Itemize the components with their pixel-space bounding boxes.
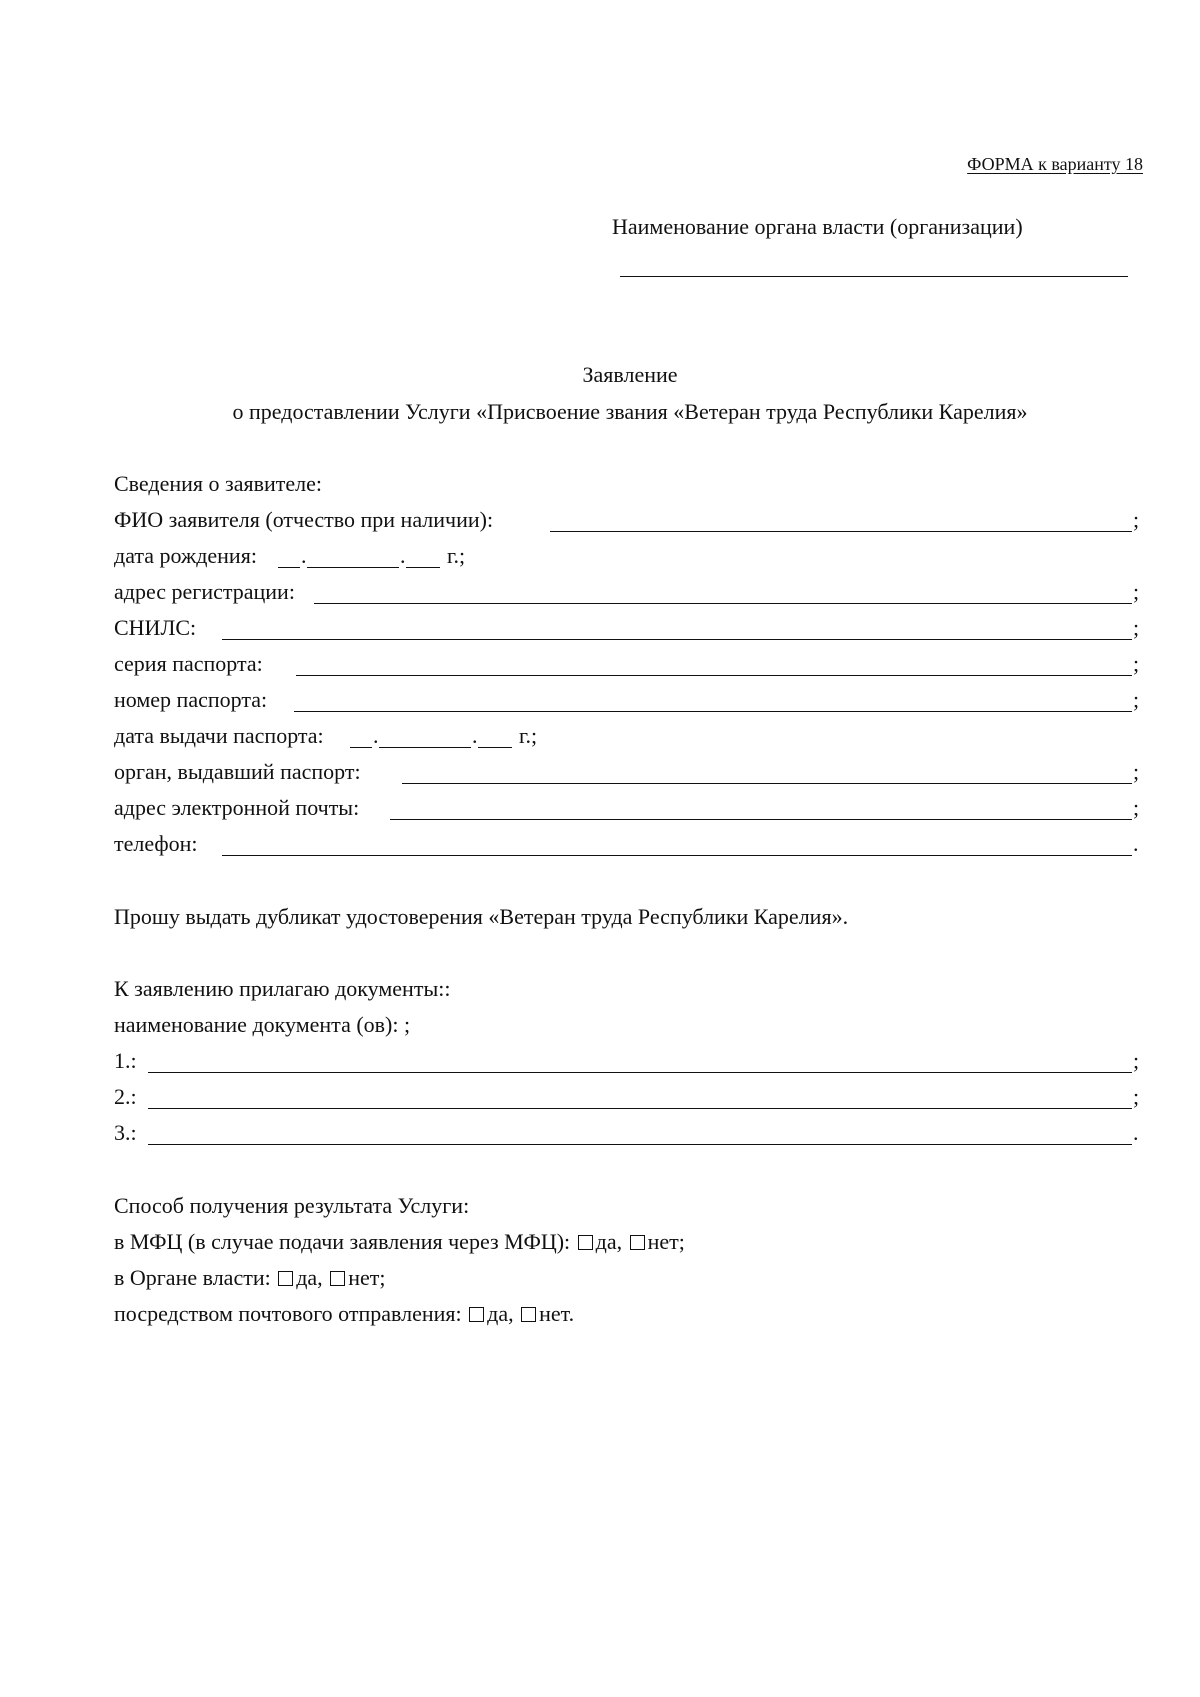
delivery-mfc-row: [114, 1228, 685, 1256]
delivery-post-label: посредством почтового отправления:: [114, 1301, 462, 1326]
birth-year-suffix: г.;: [447, 543, 466, 568]
email-end: ;: [1133, 795, 1140, 820]
address-field[interactable]: [314, 578, 1132, 604]
document-item-row: [114, 1119, 1139, 1147]
yes-label: да,: [595, 1229, 623, 1254]
birth-year-field[interactable]: [406, 542, 440, 568]
document-item-number: 3.:: [114, 1120, 137, 1145]
snils-end: ;: [1133, 615, 1140, 640]
birth-date-dot-1: .: [301, 543, 307, 568]
birth-month-field[interactable]: [307, 542, 399, 568]
snils-label: СНИЛС:: [114, 615, 197, 640]
fio-field[interactable]: [550, 506, 1132, 532]
document-item-field[interactable]: [148, 1047, 1132, 1073]
document-item-field[interactable]: [148, 1119, 1132, 1145]
authority-name-line: [620, 276, 1128, 277]
mfc-yes-checkbox[interactable]: [578, 1235, 593, 1250]
documents-names-label: наименование документа (ов): ;: [114, 1012, 411, 1037]
yes-label: да,: [296, 1265, 323, 1290]
fio-row: [114, 506, 1139, 534]
passport-date-label: дата выдачи паспорта:: [114, 723, 324, 748]
document-item-end: ;: [1133, 1084, 1140, 1109]
passport-number-row: [114, 686, 1139, 714]
address-row: [114, 578, 1139, 606]
address-end: ;: [1133, 579, 1140, 604]
delivery-mfc-label: в МФЦ (в случае подачи заявления через МФЦ):: [114, 1229, 571, 1254]
passport-series-end: ;: [1133, 651, 1140, 676]
document-subtitle: о предоставлении Услуги «Присвоение звания «Ветеран труда Республики Карелия»: [232, 399, 1028, 424]
phone-label: телефон:: [114, 831, 198, 856]
document-item-field[interactable]: [148, 1083, 1132, 1109]
passport-date-row: [114, 722, 1139, 750]
phone-end: .: [1133, 831, 1139, 856]
passport-number-field[interactable]: [294, 686, 1132, 712]
passport-issuer-end: ;: [1133, 759, 1140, 784]
email-label: адрес электронной почты:: [114, 795, 360, 820]
fio-label: ФИО заявителя (отчество при наличии):: [114, 507, 494, 532]
delivery-heading: Способ получения результата Услуги:: [114, 1193, 470, 1218]
address-label: адрес регистрации:: [114, 579, 295, 604]
request-text: Прошу выдать дубликат удостоверения «Ветеран труда Республики Карелия».: [114, 904, 849, 929]
passport-date-dot-2: .: [472, 723, 478, 748]
delivery-post-row: [114, 1300, 574, 1328]
passport-issuer-label: орган, выдавший паспорт:: [114, 759, 361, 784]
snils-row: [114, 614, 1139, 642]
email-field[interactable]: [390, 794, 1132, 820]
birth-date-dot-2: .: [400, 543, 406, 568]
birth-date-row: [114, 542, 1139, 570]
fio-end: ;: [1133, 507, 1140, 532]
passport-month-field[interactable]: [379, 722, 471, 748]
passport-series-row: [114, 650, 1139, 678]
document-item-end: .: [1133, 1120, 1139, 1145]
passport-number-label: номер паспорта:: [114, 687, 268, 712]
passport-series-field[interactable]: [296, 650, 1132, 676]
post-yes-checkbox[interactable]: [469, 1307, 484, 1322]
document-item-end: ;: [1133, 1048, 1140, 1073]
no-label: нет;: [348, 1265, 386, 1290]
document-item-number: 2.:: [114, 1084, 137, 1109]
document-item-number: 1.:: [114, 1048, 137, 1073]
passport-issuer-field[interactable]: [402, 758, 1132, 784]
email-row: [114, 794, 1139, 822]
birth-day-field[interactable]: [278, 542, 300, 568]
document-title: Заявление: [582, 362, 678, 387]
passport-year-suffix: г.;: [519, 723, 538, 748]
passport-series-label: серия паспорта:: [114, 651, 263, 676]
authority-name-title: Наименование органа власти (организации): [612, 214, 1023, 239]
no-label: нет.: [539, 1301, 575, 1326]
passport-date-dot-1: .: [373, 723, 379, 748]
no-label: нет;: [647, 1229, 685, 1254]
passport-number-end: ;: [1133, 687, 1140, 712]
documents-heading: К заявлению прилагаю документы::: [114, 976, 451, 1001]
passport-day-field[interactable]: [350, 722, 372, 748]
form-variant-label: ФОРМА к варианту 18: [967, 154, 1143, 174]
delivery-organ-label: в Органе власти:: [114, 1265, 271, 1290]
phone-row: [114, 830, 1139, 858]
passport-issuer-row: [114, 758, 1139, 786]
phone-field[interactable]: [222, 830, 1132, 856]
delivery-organ-row: [114, 1264, 385, 1292]
organ-yes-checkbox[interactable]: [278, 1271, 293, 1286]
organ-no-checkbox[interactable]: [330, 1271, 345, 1286]
post-no-checkbox[interactable]: [521, 1307, 536, 1322]
snils-field[interactable]: [222, 614, 1132, 640]
passport-year-field[interactable]: [478, 722, 512, 748]
applicant-section-heading: Сведения о заявителе:: [114, 471, 323, 496]
document-item-row: [114, 1083, 1139, 1111]
birth-date-label: дата рождения:: [114, 543, 257, 568]
yes-label: да,: [487, 1301, 514, 1326]
document-item-row: [114, 1047, 1139, 1075]
mfc-no-checkbox[interactable]: [630, 1235, 645, 1250]
